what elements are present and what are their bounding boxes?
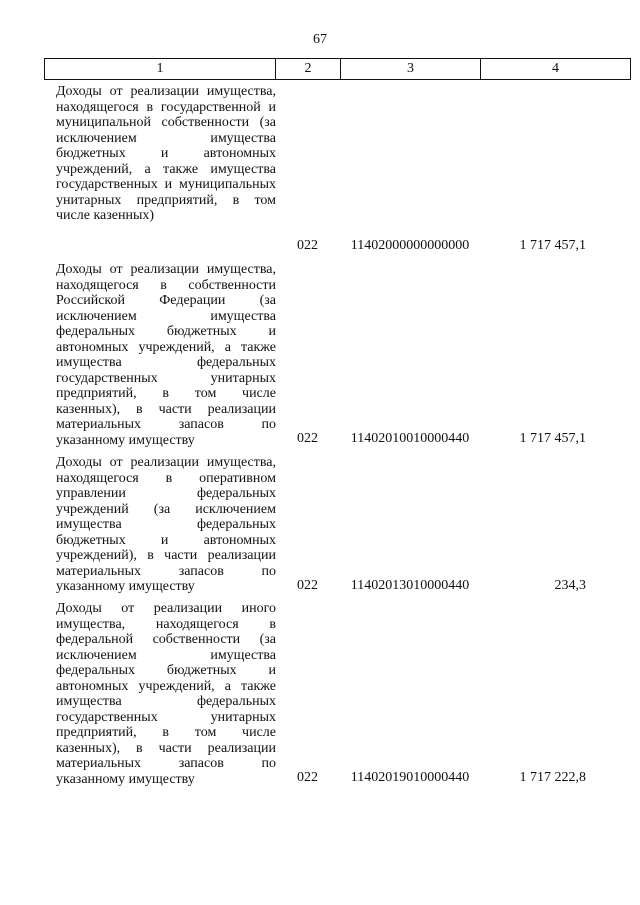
column-header-3: 3 [341,59,481,80]
row-amount: 1 717 457,1 [519,431,586,446]
row-amount: 1 717 222,8 [519,770,586,785]
row-kbk: 11402010010000440 [350,431,470,446]
row-admin-code: 022 [297,578,318,593]
row-description: Доходы от реализации имущества, находящегося в оперативном управлении федеральных учреждений (за исключением имущества федеральных бюджетных и автономных учреждений), в части реализации материальных запасов по указанному имуществу [56,455,276,594]
row-description: Доходы от реализации имущества, находящегося в собственности Российской Федерации (за исключением имущества федеральных бюджетных и автономных учреждений, а также имущества федеральных государственных унитарных предприятий, в том числе казенных), в части реализации материальных запасов по указанному имуществу [56,262,276,448]
row-admin-code: 022 [297,431,318,446]
page-number: 67 [313,32,327,47]
row-admin-code: 022 [297,770,318,785]
row-description: Доходы от реализации иного имущества, находящегося в федеральной собственности (за исключением имущества федеральных бюджетных и автономных учреждений, а также имущества федеральных государственных унитарных предприятий, в том числе казенных), в части реализации материальных запасов по указанному имуществу [56,601,276,787]
row-description: Доходы от реализации имущества, находящегося в государственной и муниципальной собственности (за исключением имущества бюджетных и автономных учреждений, а также имущества государственных и муниципальных унитарных предприятий, в том числе казенных) [56,84,276,223]
row-amount: 234,3 [554,578,586,593]
row-amount: 1 717 457,1 [519,238,586,253]
row-kbk: 11402000000000000 [350,238,470,253]
row-kbk: 11402013010000440 [350,578,470,593]
row-admin-code: 022 [297,238,318,253]
row-kbk: 11402019010000440 [350,770,470,785]
column-header-4: 4 [481,59,631,80]
column-header-1: 1 [45,59,276,80]
column-header-2: 2 [276,59,341,80]
